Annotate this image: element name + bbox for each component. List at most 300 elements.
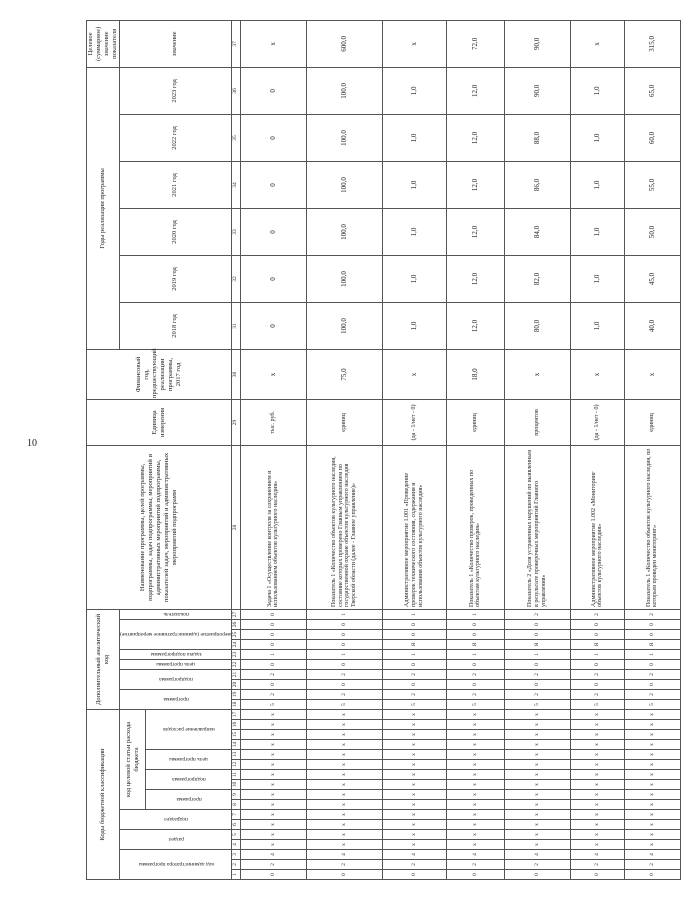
- code-cell: х: [504, 730, 570, 740]
- column-numbers-row: [231, 20, 240, 879]
- code-cell: х: [240, 800, 306, 810]
- year-value-cell: 40,0: [624, 302, 680, 349]
- code-cell: 2: [570, 609, 624, 619]
- code-cell: 0: [624, 630, 680, 640]
- year-value-cell: 0: [240, 208, 306, 255]
- fin-year-cell: х: [382, 349, 446, 399]
- year-value-cell: 0: [240, 114, 306, 161]
- code-cell: 2: [306, 670, 382, 680]
- tsel2-header: цель программы: [120, 660, 232, 670]
- code-cell: 0: [570, 680, 624, 690]
- code-cell: х: [240, 740, 306, 750]
- column-number: 8: [231, 800, 240, 810]
- code-cell: х: [382, 760, 446, 770]
- code-cell: 1: [240, 650, 306, 660]
- year-value-cell: 0: [240, 255, 306, 302]
- code-cell: 5: [570, 700, 624, 710]
- code-cell: 0: [504, 680, 570, 690]
- code-cell: 0: [382, 630, 446, 640]
- target-value-cell: 600,0: [306, 20, 382, 67]
- code-cell: 1: [382, 650, 446, 660]
- code-cell: х: [382, 740, 446, 750]
- code-cell: 0: [240, 870, 306, 880]
- code-cell: х: [240, 750, 306, 760]
- code-cell: 0: [504, 660, 570, 670]
- table-row: [240, 20, 306, 879]
- year-value-cell: 0: [240, 302, 306, 349]
- code-cell: 2: [570, 690, 624, 700]
- year-value-cell: 1,0: [382, 208, 446, 255]
- code-cell: Я: [504, 640, 570, 650]
- meropriyatie-header: мероприятие (административное мероприятие): [120, 620, 232, 650]
- table-row: [624, 20, 680, 879]
- target-value-cell: х: [240, 20, 306, 67]
- code-cell: 5: [306, 700, 382, 710]
- unit-cell: тыс. руб.: [240, 399, 306, 445]
- code-cell: х: [306, 730, 382, 740]
- code-cell: х: [446, 790, 504, 800]
- code-cell: 1: [306, 650, 382, 660]
- code-cell: х: [446, 770, 504, 780]
- fin-year-header: Финансовый год, предшествующий реализации программы, 2017 год: [87, 349, 232, 399]
- column-number: 36: [231, 67, 240, 114]
- code-cell: 2: [382, 670, 446, 680]
- unit-cell: единиц: [624, 399, 680, 445]
- code-cell: х: [306, 760, 382, 770]
- code-cell: х: [306, 780, 382, 790]
- column-number: 1: [231, 870, 240, 880]
- code-cell: 0: [382, 620, 446, 630]
- code-cell: 2: [624, 609, 680, 619]
- code-cell: х: [504, 750, 570, 760]
- code-cell: х: [382, 710, 446, 720]
- code-cell: 4: [240, 850, 306, 860]
- code-cell: 0: [570, 870, 624, 880]
- code-cell: 2: [504, 690, 570, 700]
- code-cell: 2: [504, 670, 570, 680]
- code-cell: 0: [306, 620, 382, 630]
- code-cell: 2: [624, 690, 680, 700]
- code-cell: 4: [504, 850, 570, 860]
- column-number: 10: [231, 780, 240, 790]
- code-cell: х: [240, 780, 306, 790]
- code-cell: х: [504, 790, 570, 800]
- code-cell: х: [446, 710, 504, 720]
- code-cell: х: [382, 780, 446, 790]
- column-number: 26: [231, 620, 240, 630]
- column-number: 30: [231, 349, 240, 399]
- code-cell: х: [504, 710, 570, 720]
- year-value-cell: 88,0: [504, 114, 570, 161]
- column-number: 20: [231, 680, 240, 690]
- code-cell: х: [504, 740, 570, 750]
- code-cell: х: [570, 810, 624, 820]
- code-cell: х: [624, 810, 680, 820]
- year-value-cell: 12,0: [446, 255, 504, 302]
- code-cell: х: [382, 830, 446, 840]
- year-value-cell: 0: [240, 161, 306, 208]
- year-value-cell: 1,0: [570, 255, 624, 302]
- table-row: [504, 20, 570, 879]
- column-number: 34: [231, 161, 240, 208]
- table-row: [446, 20, 504, 879]
- years-header: Годы реализации программы: [87, 67, 120, 349]
- code-cell: 2: [570, 670, 624, 680]
- code-cell: 0: [240, 680, 306, 690]
- code-cell: х: [382, 720, 446, 730]
- unit-cell: (да - 1/нет - 0): [570, 399, 624, 445]
- code-cell: х: [446, 780, 504, 790]
- year-value-cell: 1,0: [382, 161, 446, 208]
- code-cell: х: [240, 840, 306, 850]
- column-number: 28: [231, 445, 240, 609]
- code-cell: х: [570, 730, 624, 740]
- code-cell: 2: [446, 670, 504, 680]
- code-cell: 0: [446, 870, 504, 880]
- code-cell: х: [624, 790, 680, 800]
- code-cell: х: [240, 830, 306, 840]
- column-number: 29: [231, 399, 240, 445]
- fin-year-cell: 18,0: [446, 349, 504, 399]
- code-cell: 4: [624, 850, 680, 860]
- code-cell: 0: [306, 640, 382, 650]
- budget-codes-header: Коды бюджетной классификации: [87, 710, 120, 880]
- year-value-cell: 100,0: [306, 67, 382, 114]
- code-cell: х: [570, 790, 624, 800]
- item-name-cell: Показатель 1 «Количество объектов культурного наследия, по которым проведен мониторинг»: [624, 445, 680, 609]
- year-value-cell: 1,0: [570, 302, 624, 349]
- code-cell: 0: [306, 630, 382, 640]
- code-cell: х: [306, 790, 382, 800]
- code-cell: 1: [446, 609, 504, 619]
- code-cell: х: [446, 810, 504, 820]
- code-cell: 2: [306, 860, 382, 870]
- programma-header: программа: [146, 790, 232, 810]
- code-cell: х: [446, 830, 504, 840]
- code-cell: х: [240, 720, 306, 730]
- column-number: 9: [231, 790, 240, 800]
- column-number: 18: [231, 700, 240, 710]
- unit-cell: (да - 1/нет - 0): [382, 399, 446, 445]
- code-cell: 0: [306, 660, 382, 670]
- code-cell: х: [446, 840, 504, 850]
- year-2022-header: 2022 год: [120, 114, 232, 161]
- code-cell: х: [570, 840, 624, 850]
- fin-year-cell: х: [570, 349, 624, 399]
- column-number: 37: [231, 20, 240, 67]
- code-cell: 0: [570, 620, 624, 630]
- code-cell: х: [570, 780, 624, 790]
- code-cell: х: [624, 830, 680, 840]
- code-cell: х: [624, 710, 680, 720]
- code-cell: х: [306, 810, 382, 820]
- year-value-cell: 1,0: [570, 114, 624, 161]
- year-value-cell: 100,0: [306, 302, 382, 349]
- year-value-cell: 100,0: [306, 161, 382, 208]
- year-value-cell: 0: [240, 67, 306, 114]
- code-cell: 0: [240, 630, 306, 640]
- code-cell: х: [240, 790, 306, 800]
- table-row: [306, 20, 382, 879]
- code-cell: 1: [382, 609, 446, 619]
- code-cell: 4: [570, 850, 624, 860]
- year-value-cell: 82,0: [504, 255, 570, 302]
- pokazatel-header: показатель: [120, 609, 232, 619]
- code-cell: х: [446, 760, 504, 770]
- code-cell: х: [382, 770, 446, 780]
- year-value-cell: 80,0: [504, 302, 570, 349]
- year-value-cell: 12,0: [446, 302, 504, 349]
- code-cell: 2: [504, 860, 570, 870]
- code-cell: 1: [306, 609, 382, 619]
- code-cell: Я: [624, 640, 680, 650]
- year-value-cell: 65,0: [624, 67, 680, 114]
- column-number: 23: [231, 650, 240, 660]
- year-2019-header: 2019 год: [120, 255, 232, 302]
- code-cell: х: [382, 800, 446, 810]
- code-cell: 0: [240, 660, 306, 670]
- item-name-cell: Административное мероприятие 1.001 «Проведение проверок технического состояния, содержания и использования объектов культурного наследия»: [382, 445, 446, 609]
- code-cell: 5: [382, 700, 446, 710]
- code-cell: х: [446, 750, 504, 760]
- year-value-cell: 100,0: [306, 255, 382, 302]
- code-cell: 4: [446, 850, 504, 860]
- target-code-header: код целевой статьи расхода бюджета: [120, 710, 146, 810]
- code-cell: 0: [382, 870, 446, 880]
- code-cell: х: [240, 760, 306, 770]
- code-cell: 0: [624, 620, 680, 630]
- code-cell: х: [570, 760, 624, 770]
- column-number: 16: [231, 720, 240, 730]
- podprogramma-header: подпрограмма: [146, 770, 232, 790]
- code-cell: Я: [382, 640, 446, 650]
- year-value-cell: 86,0: [504, 161, 570, 208]
- unit-cell: единиц: [446, 399, 504, 445]
- year-value-cell: 12,0: [446, 161, 504, 208]
- code-cell: х: [240, 730, 306, 740]
- code-cell: х: [306, 770, 382, 780]
- code-cell: х: [570, 750, 624, 760]
- code-cell: х: [504, 760, 570, 770]
- item-name-cell: Показатель 1 «Количество объектов культурного наследия, состояние которых проверено Главным управлением по государственной охране объектов культурного наследия Тверской области (далее - Главное управление)»: [306, 445, 382, 609]
- code-cell: 0: [570, 630, 624, 640]
- code-cell: х: [382, 730, 446, 740]
- code-cell: х: [570, 820, 624, 830]
- code-cell: 0: [570, 660, 624, 670]
- code-cell: х: [306, 840, 382, 850]
- year-value-cell: 1,0: [382, 67, 446, 114]
- year-value-cell: 1,0: [570, 208, 624, 255]
- item-name-cell: Показатель 1 «Количество проверок, проведенных по объектам культурного наследия»: [446, 445, 504, 609]
- code-cell: х: [504, 820, 570, 830]
- column-number: 24: [231, 640, 240, 650]
- code-cell: х: [446, 720, 504, 730]
- year-value-cell: 100,0: [306, 114, 382, 161]
- year-2020-header: 2020 год: [120, 208, 232, 255]
- code-cell: х: [570, 720, 624, 730]
- fin-year-cell: х: [504, 349, 570, 399]
- column-number: 6: [231, 820, 240, 830]
- code-cell: 0: [382, 680, 446, 690]
- code-cell: х: [504, 780, 570, 790]
- rotated-table-sheet: [86, 26, 659, 880]
- code-cell: 2: [504, 609, 570, 619]
- code-cell: 1: [446, 650, 504, 660]
- code-cell: 0: [504, 620, 570, 630]
- code-cell: 1: [624, 650, 680, 660]
- code-cell: х: [570, 710, 624, 720]
- code-cell: Я: [570, 640, 624, 650]
- column-number: 33: [231, 208, 240, 255]
- code-cell: х: [624, 750, 680, 760]
- code-cell: 0: [240, 609, 306, 619]
- column-number: 32: [231, 255, 240, 302]
- code-cell: 2: [624, 670, 680, 680]
- code-cell: х: [624, 760, 680, 770]
- code-cell: х: [446, 820, 504, 830]
- code-cell: 4: [382, 850, 446, 860]
- code-cell: х: [240, 820, 306, 830]
- year-value-cell: 1,0: [382, 302, 446, 349]
- code-cell: х: [570, 770, 624, 780]
- column-number: 25: [231, 630, 240, 640]
- code-cell: х: [306, 750, 382, 760]
- code-cell: х: [382, 810, 446, 820]
- code-cell: х: [382, 790, 446, 800]
- code-cell: х: [624, 770, 680, 780]
- code-cell: 0: [446, 630, 504, 640]
- column-number: 13: [231, 750, 240, 760]
- programma2-header: программа: [120, 690, 232, 710]
- year-value-cell: 1,0: [382, 114, 446, 161]
- code-cell: 0: [382, 660, 446, 670]
- code-cell: х: [624, 730, 680, 740]
- column-number: 7: [231, 810, 240, 820]
- code-cell: 4: [306, 850, 382, 860]
- target-value-cell: 72,0: [446, 20, 504, 67]
- code-cell: 2: [446, 690, 504, 700]
- year-value-cell: 45,0: [624, 255, 680, 302]
- code-cell: 5: [446, 700, 504, 710]
- code-cell: 0: [240, 620, 306, 630]
- code-cell: х: [240, 710, 306, 720]
- code-cell: х: [240, 770, 306, 780]
- code-cell: 5: [240, 700, 306, 710]
- year-2023-header: 2023 год: [120, 67, 232, 114]
- code-cell: 2: [624, 860, 680, 870]
- code-cell: 0: [504, 630, 570, 640]
- target-value-cell: х: [382, 20, 446, 67]
- year-value-cell: 100,0: [306, 208, 382, 255]
- table-row: [570, 20, 624, 879]
- razdel-header: раздел: [120, 830, 232, 850]
- name-header: Наименование программы, целей программы, подпрограммы, задач подпрограммы, мероприятий и административных мероприятий подпрограммы, показателей задач, мероприятий и административных мероприятий подпрограмм: [87, 445, 232, 609]
- code-cell: 2: [240, 690, 306, 700]
- page-number: 10: [27, 438, 37, 449]
- code-cell: х: [504, 810, 570, 820]
- code-cell: х: [624, 840, 680, 850]
- target-value-cell: 315,0: [624, 20, 680, 67]
- unit-cell: процентов: [504, 399, 570, 445]
- code-cell: х: [446, 740, 504, 750]
- fin-year-cell: х: [240, 349, 306, 399]
- column-number: 27: [231, 609, 240, 619]
- code-cell: х: [306, 710, 382, 720]
- column-number: 14: [231, 740, 240, 750]
- item-name-cell: Показатель 2 «Доля устраненных нарушений по выявленным в результате проверочных мероприятий Главного управления»: [504, 445, 570, 609]
- code-cell: х: [504, 720, 570, 730]
- code-cell: 2: [306, 690, 382, 700]
- program-indicators-table: [86, 20, 681, 880]
- fin-year-cell: х: [624, 349, 680, 399]
- column-number: 35: [231, 114, 240, 161]
- code-cell: х: [382, 750, 446, 760]
- code-cell: 2: [240, 670, 306, 680]
- column-number: 2: [231, 860, 240, 870]
- year-value-cell: 50,0: [624, 208, 680, 255]
- target-value-cell: 90,0: [504, 20, 570, 67]
- year-value-cell: 1,0: [570, 161, 624, 208]
- code-cell: 2: [382, 690, 446, 700]
- year-2021-header: 2021 год: [120, 161, 232, 208]
- year-value-cell: 60,0: [624, 114, 680, 161]
- code-cell: 0: [306, 870, 382, 880]
- column-number: 11: [231, 770, 240, 780]
- code-cell: 0: [446, 660, 504, 670]
- column-number: 15: [231, 730, 240, 740]
- code-cell: х: [570, 800, 624, 810]
- code-cell: Я: [446, 640, 504, 650]
- code-cell: х: [624, 740, 680, 750]
- code-cell: х: [306, 800, 382, 810]
- code-cell: х: [382, 840, 446, 850]
- code-cell: х: [446, 800, 504, 810]
- code-cell: х: [446, 730, 504, 740]
- code-cell: х: [306, 830, 382, 840]
- code-cell: х: [240, 810, 306, 820]
- unit-header: Единица измерения: [87, 399, 232, 445]
- year-value-cell: 1,0: [570, 67, 624, 114]
- podprogramma2-header: подпрограмма: [120, 670, 232, 690]
- column-number: 4: [231, 840, 240, 850]
- code-cell: х: [382, 820, 446, 830]
- target-header: Целевое (суммарное) значение показателя: [87, 20, 120, 67]
- year-value-cell: 12,0: [446, 67, 504, 114]
- year-value-cell: 1,0: [382, 255, 446, 302]
- column-number: 31: [231, 302, 240, 349]
- unit-cell: единиц: [306, 399, 382, 445]
- podrazdel-header: подраздел: [120, 810, 232, 830]
- code-cell: х: [306, 720, 382, 730]
- code-cell: 1: [570, 650, 624, 660]
- code-cell: 2: [382, 860, 446, 870]
- code-cell: х: [624, 720, 680, 730]
- code-cell: 0: [240, 640, 306, 650]
- code-cell: х: [504, 830, 570, 840]
- napravlenie-header: направление расходов: [146, 710, 232, 750]
- code-cell: х: [624, 820, 680, 830]
- code-cell: х: [504, 770, 570, 780]
- column-number: 17: [231, 710, 240, 720]
- column-number: 21: [231, 670, 240, 680]
- column-number: 5: [231, 830, 240, 840]
- year-2018-header: 2018 год: [120, 302, 232, 349]
- code-cell: 1: [504, 650, 570, 660]
- code-cell: 2: [446, 860, 504, 870]
- code-cell: х: [504, 840, 570, 850]
- column-number: 19: [231, 690, 240, 700]
- target-value-cell: х: [570, 20, 624, 67]
